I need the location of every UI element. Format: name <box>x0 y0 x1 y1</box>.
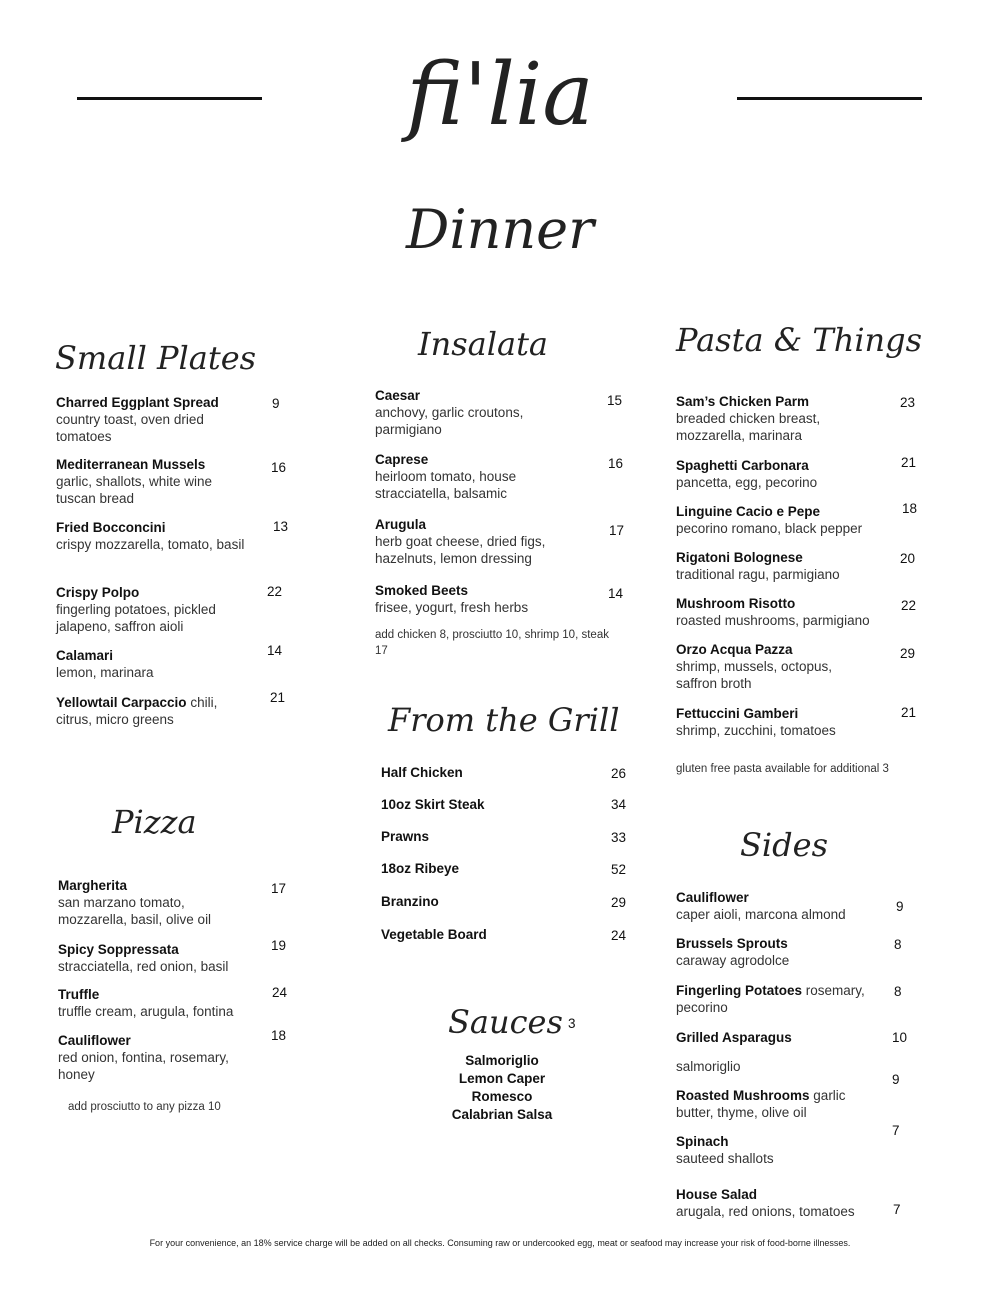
item-name: Roasted Mushrooms <box>676 1088 810 1103</box>
sauces-heading: Sauces <box>448 1003 563 1041</box>
side-item <box>676 1186 891 1220</box>
item-price: 7 <box>892 1123 900 1138</box>
item-name: Crispy Polpo <box>56 585 140 600</box>
insalata-item <box>375 387 565 438</box>
item-price: 34 <box>611 797 627 812</box>
item-name: Caesar <box>375 388 421 403</box>
item-price: 24 <box>272 985 288 1000</box>
sauce-item: Calabrian Salsa <box>451 1107 553 1122</box>
item-price: 29 <box>900 646 916 661</box>
pizza-item <box>58 1032 253 1083</box>
item-price: 29 <box>611 895 627 910</box>
insalata-note: add chicken 8, prosciutto 10, shrimp 10, steak 17 <box>375 629 609 657</box>
item-name: Spinach <box>676 1134 729 1149</box>
item-name: Grilled Asparagus <box>676 1030 792 1045</box>
item-desc: anchovy, garlic croutons, parmigiano <box>375 405 524 437</box>
item-desc: salmoriglio <box>676 1059 741 1074</box>
item-name: Mushroom Risotto <box>676 596 796 611</box>
item-name: House Salad <box>676 1187 758 1202</box>
small-plate-item <box>56 647 246 681</box>
grill-heading: From the Grill <box>388 701 620 739</box>
item-desc: red onion, fontina, rosemary, honey <box>58 1050 229 1082</box>
side-item <box>676 889 886 923</box>
item-name: Smoked Beets <box>375 583 469 598</box>
item-name: Calamari <box>56 648 114 663</box>
item-price: 33 <box>611 830 627 845</box>
item-price: 14 <box>267 643 283 658</box>
item-desc: chili, citrus, micro greens <box>56 695 218 727</box>
grill-item-name: 18oz Ribeye <box>381 861 460 876</box>
item-name: Charred Eggplant Spread <box>56 395 219 410</box>
item-price: 9 <box>892 1072 900 1087</box>
item-desc: breaded chicken breast, mozzarella, marinara <box>676 411 821 443</box>
item-price: 9 <box>272 396 280 411</box>
item-price: 21 <box>901 455 917 470</box>
sides-heading: Sides <box>740 826 828 864</box>
side-item <box>676 982 886 1016</box>
item-desc: rosemary, pecorino <box>676 983 865 1015</box>
item-name: Spicy Soppressata <box>58 942 179 957</box>
pasta-item <box>676 595 896 629</box>
pasta-item <box>676 705 886 739</box>
item-price: 17 <box>609 523 625 538</box>
item-name: Brussels Sprouts <box>676 936 788 951</box>
left-rule <box>77 97 262 100</box>
item-name: Fried Bocconcini <box>56 520 166 535</box>
item-desc: country toast, oven dried tomatoes <box>56 412 204 444</box>
pasta-item <box>676 503 896 537</box>
item-desc: shrimp, zucchini, tomatoes <box>676 723 836 738</box>
side-item <box>676 1133 886 1167</box>
small-plate-item <box>56 456 246 507</box>
item-price: 26 <box>611 766 627 781</box>
item-name: Margherita <box>58 878 128 893</box>
item-desc: truffle cream, arugula, fontina <box>58 1004 234 1019</box>
item-price: 19 <box>271 938 287 953</box>
item-desc: shrimp, mussels, octopus, saffron broth <box>676 659 833 691</box>
item-name: Rigatoni Bolognese <box>676 550 803 565</box>
small-plates-heading: Small Plates <box>55 339 257 377</box>
item-desc: roasted mushrooms, parmigiano <box>676 613 870 628</box>
item-desc: sauteed shallots <box>676 1151 774 1166</box>
item-price: 18 <box>902 501 918 516</box>
pasta-item <box>676 641 866 692</box>
item-price: 18 <box>271 1028 287 1043</box>
grill-item-name: Half Chicken <box>381 765 463 780</box>
item-name: Sam’s Chicken Parm <box>676 394 810 409</box>
item-desc: pecorino romano, black pepper <box>676 521 863 536</box>
item-price: 14 <box>608 586 624 601</box>
pizza-item <box>58 877 253 928</box>
sauces-list <box>402 1052 602 1124</box>
item-desc: garlic, shallots, white wine tuscan bread <box>56 474 213 506</box>
pizza-note: add prosciutto to any pizza 10 <box>68 1101 221 1113</box>
item-price: 21 <box>901 705 917 720</box>
insalata-item <box>375 451 565 502</box>
side-item <box>676 1087 881 1121</box>
item-price: 7 <box>893 1202 901 1217</box>
item-desc: herb goat cheese, dried figs, hazelnuts, lemon dressing <box>375 534 546 566</box>
item-price: 13 <box>273 519 289 534</box>
item-desc: heirloom tomato, house stracciatella, balsamic <box>375 469 517 501</box>
item-desc: caraway agrodolce <box>676 953 790 968</box>
insalata-item <box>375 516 570 567</box>
item-desc: caper aioli, marcona almond <box>676 907 846 922</box>
item-price: 22 <box>901 598 917 613</box>
item-price: 24 <box>611 928 627 943</box>
item-desc: arugala, red onions, tomatoes <box>676 1204 855 1219</box>
grill-item-name: Vegetable Board <box>381 927 487 942</box>
item-name: Mediterranean Mussels <box>56 457 206 472</box>
item-price: 23 <box>900 395 916 410</box>
item-desc: traditional ragu, parmigiano <box>676 567 840 582</box>
item-name: Truffle <box>58 987 100 1002</box>
item-name: Linguine Cacio e Pepe <box>676 504 821 519</box>
pizza-item <box>58 986 258 1020</box>
item-desc: garlic butter, thyme, olive oil <box>676 1088 846 1120</box>
sauce-item: Salmoriglio <box>465 1053 539 1068</box>
item-price: 10 <box>892 1030 908 1045</box>
item-price: 22 <box>267 584 283 599</box>
right-rule <box>737 97 922 100</box>
small-plate-item <box>56 394 246 445</box>
small-plate-item <box>56 694 251 728</box>
item-name: Caprese <box>375 452 429 467</box>
item-name: Cauliflower <box>676 890 749 905</box>
item-name: Arugula <box>375 517 427 532</box>
item-desc: san marzano tomato, mozzarella, basil, olive oil <box>58 895 212 927</box>
sauce-item: Romesco <box>471 1089 533 1104</box>
item-name: Fingerling Potatoes <box>676 983 803 998</box>
insalata-item <box>375 582 570 616</box>
item-desc: frisee, yogurt, fresh herbs <box>375 600 529 615</box>
insalata-heading: Insalata <box>418 325 548 363</box>
pizza-heading: Pizza <box>112 803 197 841</box>
grill-item-name: Prawns <box>381 829 430 844</box>
pasta-item <box>676 457 886 491</box>
item-desc: crispy mozzarella, tomato, basil <box>56 537 245 552</box>
item-desc: pancetta, egg, pecorino <box>676 475 818 490</box>
item-desc: stracciatella, red onion, basil <box>58 959 229 974</box>
item-name: Orzo Acqua Pazza <box>676 642 793 657</box>
side-item <box>676 1029 886 1075</box>
pasta-item <box>676 549 891 583</box>
item-name: Cauliflower <box>58 1033 131 1048</box>
item-desc: fingerling potatoes, pickled jalapeno, saffron aioli <box>56 602 216 634</box>
item-price: 8 <box>894 937 902 952</box>
item-price: 16 <box>271 460 287 475</box>
item-price: 15 <box>607 393 623 408</box>
item-price: 21 <box>270 690 286 705</box>
item-name: Fettuccini Gamberi <box>676 706 799 721</box>
item-price: 52 <box>611 862 627 877</box>
item-desc: lemon, marinara <box>56 665 154 680</box>
small-plate-item <box>56 584 246 635</box>
menu-title: Dinner <box>406 198 594 261</box>
item-price: 20 <box>900 551 916 566</box>
item-price: 8 <box>894 984 902 999</box>
grill-item-name: Branzino <box>381 894 439 909</box>
side-item <box>676 935 886 969</box>
footer-disclaimer: For your convenience, an 18% service charge will be added on all checks. Consuming raw or undercooked egg, meat or seafood may increase your risk of food-borne illnesses. <box>149 1238 851 1248</box>
grill-item-name: 10oz Skirt Steak <box>381 797 485 812</box>
pizza-item <box>58 941 258 975</box>
item-price: 17 <box>271 881 287 896</box>
item-name: Yellowtail Carpaccio <box>56 695 187 710</box>
item-name: Spaghetti Carbonara <box>676 458 809 473</box>
pasta-heading: Pasta & Things <box>676 321 923 359</box>
pasta-note: gluten free pasta available for additional 3 <box>676 763 889 775</box>
sauces-price: 3 <box>568 1016 576 1031</box>
small-plate-item <box>56 519 246 553</box>
sauce-item: Lemon Caper <box>458 1071 546 1086</box>
item-price: 9 <box>896 899 904 914</box>
item-price: 16 <box>608 456 624 471</box>
logo: fi'lia <box>406 45 594 145</box>
pasta-item <box>676 393 876 444</box>
